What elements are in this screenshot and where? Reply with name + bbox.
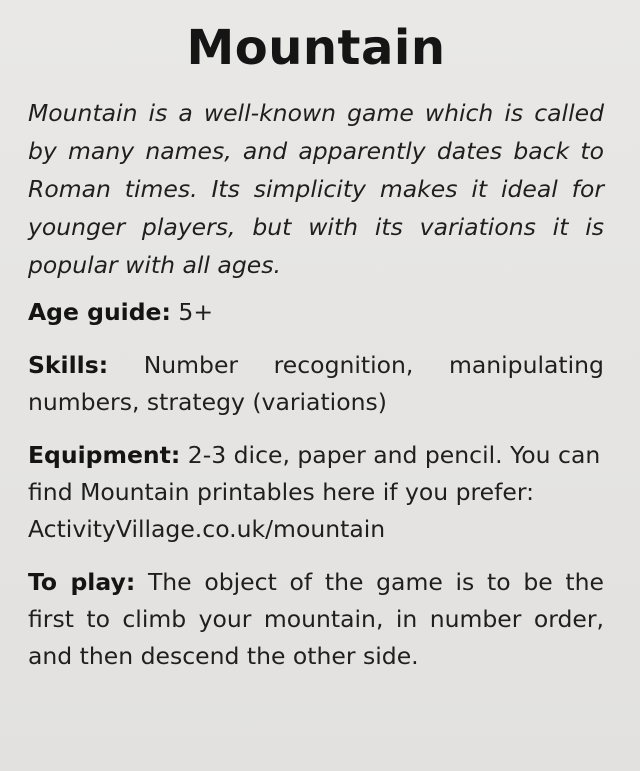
age-guide-text: 5+ <box>178 298 214 326</box>
to-play-label: To play: <box>28 568 136 596</box>
skills-section <box>28 347 604 421</box>
equipment-text: 2-3 dice, paper and pencil. You can find Mountain printables here if you prefer: ActivityVillage.co.uk/mountain <box>28 441 601 543</box>
page-title: Mountain <box>186 20 446 76</box>
skills-text: Number recognition, manipulating numbers, strategy (variations) <box>28 351 604 416</box>
equipment-label: Equipment: <box>28 441 181 469</box>
skills-label: Skills: <box>28 351 109 379</box>
intro-paragraph: Mountain is a well-known game which is called by many names, and apparently dates back to Roman times. Its simplicity makes it ideal for younger players, but with its variations it is popular with all ages. <box>28 99 604 279</box>
to-play-text: The object of the game is to be the first to climb your mountain, in number order, and then descend the other side. <box>28 568 604 670</box>
to-play-section <box>28 564 604 675</box>
age-guide-label: Age guide: <box>28 298 171 326</box>
age-guide-section <box>28 294 604 331</box>
equipment-section <box>28 437 604 548</box>
